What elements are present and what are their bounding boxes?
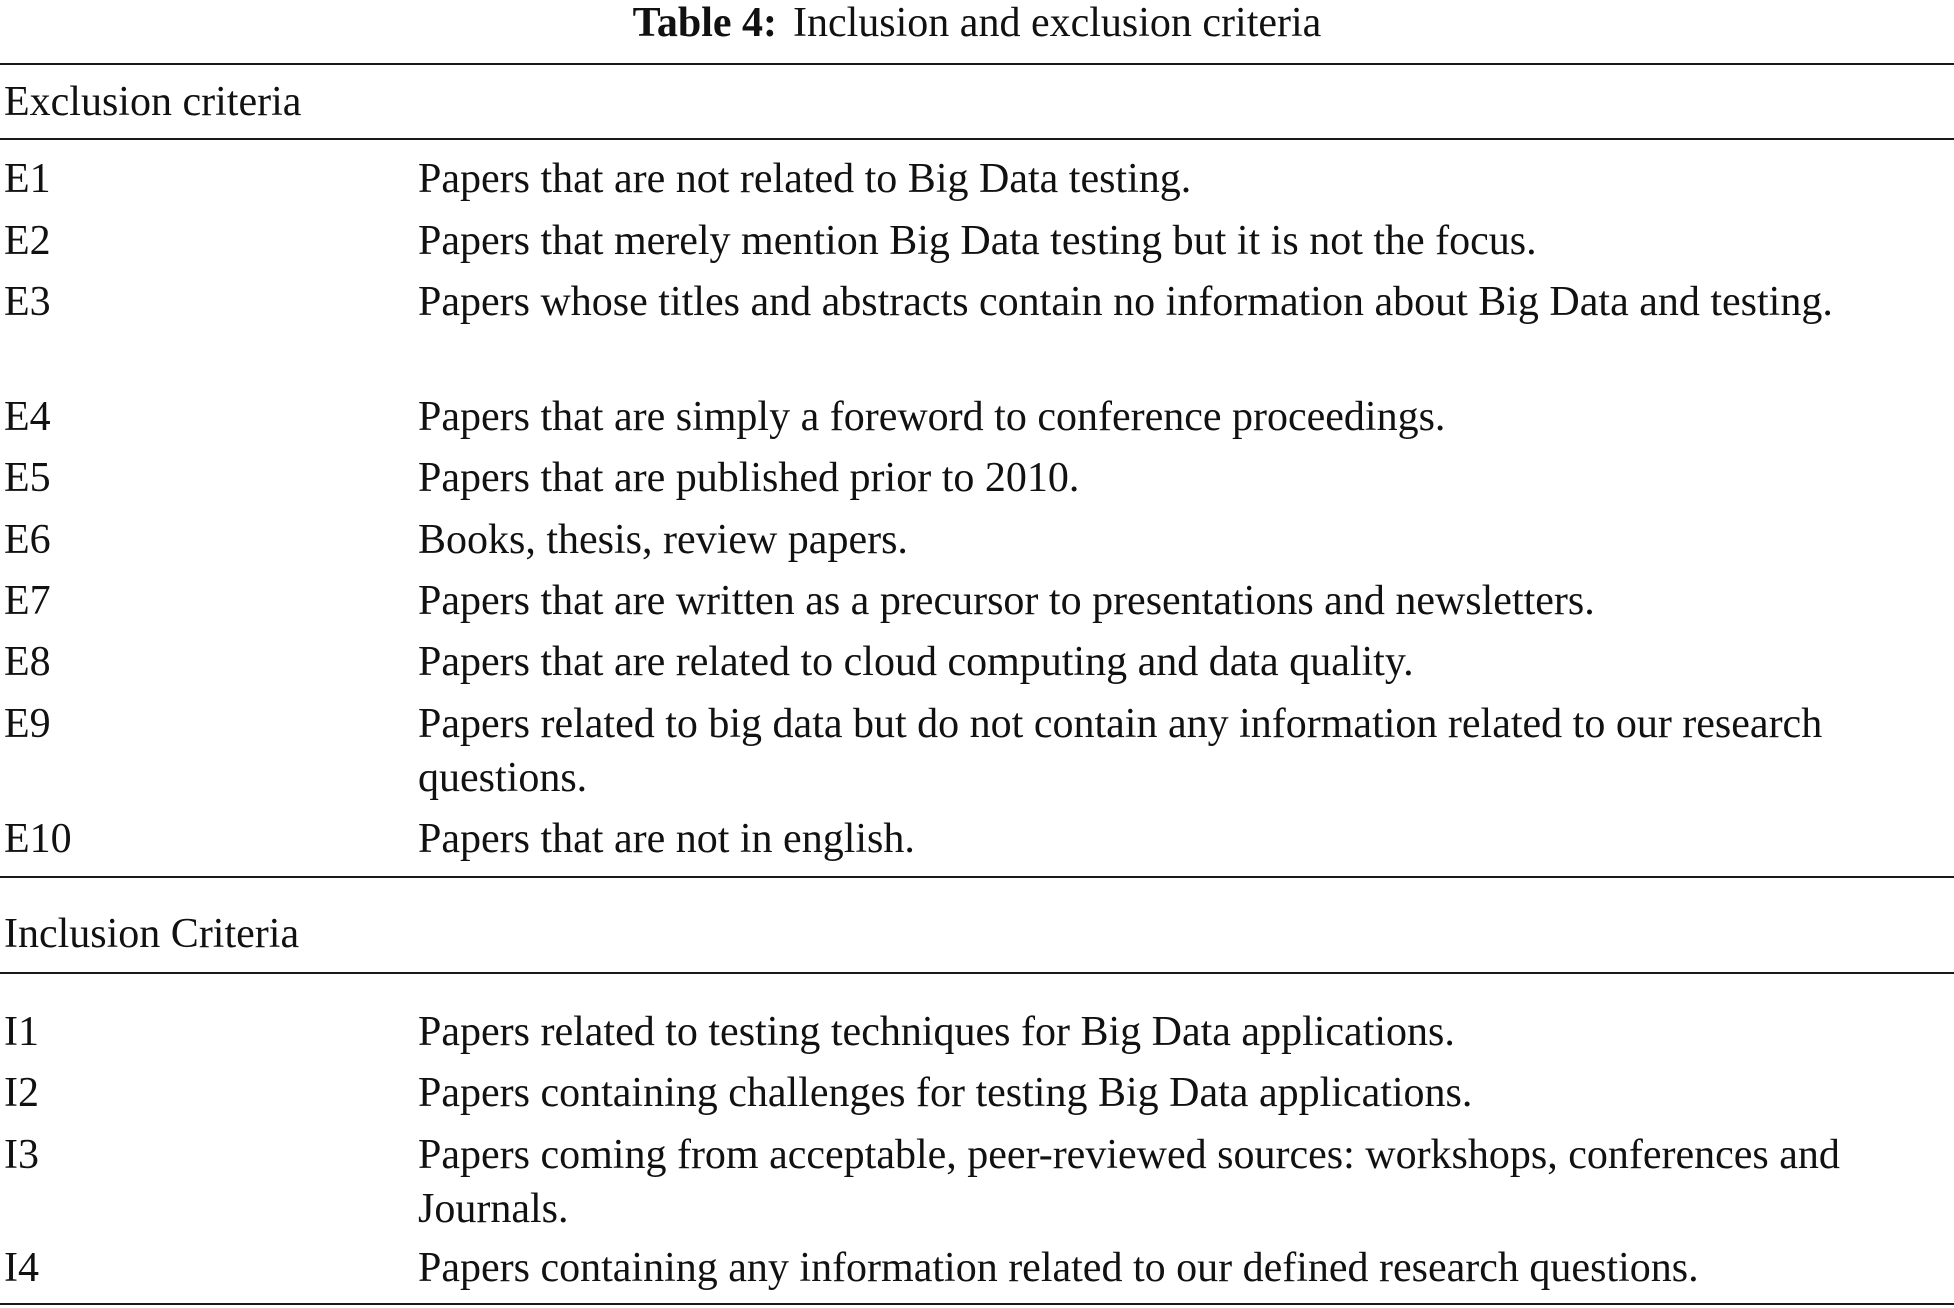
criterion-code: E10 — [4, 816, 72, 862]
criterion-text: Papers related to big data but do not contain any information related to our research questions. — [418, 701, 1823, 801]
criterion-code: E3 — [4, 279, 51, 325]
caption-title: Inclusion and exclusion criteria — [793, 0, 1322, 46]
criterion-code: E2 — [4, 218, 51, 264]
criterion-text: Papers coming from acceptable, peer-reviewed sources: workshops, conferences and Journals. — [418, 1132, 1840, 1232]
criterion-code: I3 — [4, 1132, 39, 1178]
criterion-text: Papers that are related to cloud computing and data quality. — [418, 639, 1414, 685]
criterion-text: Papers containing any information related to our defined research questions. — [418, 1245, 1699, 1291]
criterion-code: I1 — [4, 1009, 39, 1055]
top-rule — [0, 63, 1954, 65]
criterion-text: Papers that are written as a precursor to presentations and newsletters. — [418, 578, 1595, 624]
bottom-rule — [0, 1303, 1954, 1305]
criterion-text: Papers whose titles and abstracts contain no information about Big Data and testing. — [418, 279, 1833, 325]
criterion-code: E7 — [4, 578, 51, 624]
criterion-code: I2 — [4, 1070, 39, 1116]
criterion-code: E4 — [4, 394, 51, 440]
criterion-text: Papers that are not in english. — [418, 816, 915, 862]
inclusion-heading-rule — [0, 972, 1954, 974]
criterion-text: Papers that are not related to Big Data testing. — [418, 156, 1192, 202]
criterion-code: E1 — [4, 156, 51, 202]
criterion-code: E9 — [4, 701, 51, 747]
inclusion-heading: Inclusion Criteria — [4, 911, 300, 957]
caption-label: Table 4: — [632, 0, 777, 46]
criterion-text: Papers related to testing techniques for Big Data applications. — [418, 1009, 1455, 1055]
criterion-code: I4 — [4, 1245, 39, 1291]
section-divider-rule — [0, 876, 1954, 878]
table-caption — [0, 0, 1954, 48]
criterion-code: E6 — [4, 517, 51, 563]
criterion-code: E8 — [4, 639, 51, 685]
criterion-text: Papers containing challenges for testing Big Data applications. — [418, 1070, 1473, 1116]
criterion-text: Papers that merely mention Big Data testing but it is not the focus. — [418, 218, 1537, 264]
criterion-text: Books, thesis, review papers. — [418, 517, 908, 563]
exclusion-heading: Exclusion criteria — [4, 79, 302, 125]
exclusion-heading-rule — [0, 138, 1954, 140]
criterion-text: Papers that are published prior to 2010. — [418, 455, 1080, 501]
criterion-code: E5 — [4, 455, 51, 501]
criterion-text: Papers that are simply a foreword to conference proceedings. — [418, 394, 1446, 440]
